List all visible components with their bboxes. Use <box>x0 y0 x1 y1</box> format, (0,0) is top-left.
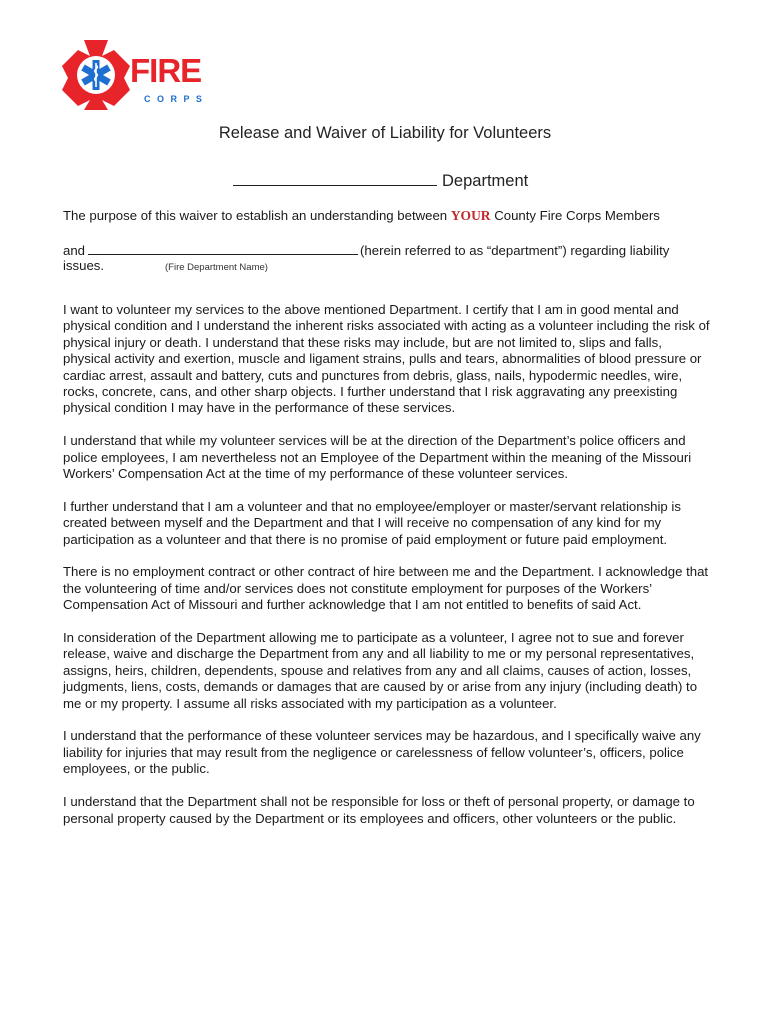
fire-department-name-field[interactable] <box>88 241 358 255</box>
logo-word: FIRE <box>130 52 202 89</box>
department-name-line <box>233 167 528 191</box>
waiver-body <box>63 302 711 843</box>
herein-text: (herein referred to as “department”) regarding liability <box>360 243 670 258</box>
purpose-statement <box>63 208 660 224</box>
purpose-text-after: County Fire Corps Members <box>490 208 660 223</box>
paragraph-3: I further understand that I am a volunteer and that no employee/employer or master/servant relationship is created between myself and the Department and that I will receive no compensation of any kind for my participation as a volunteer and that there is no promise of paid employment or future paid employment. <box>63 498 681 547</box>
paragraph-5: In consideration of the Department allowing me to participate as a volunteer, I agree not to sue and forever release, waive and discharge the Department from any and all liability to me or my personal representatives, assigns, heirs, children, dependents, spouse and relatives from any and all claims, causes of action, losses, judgments, liens, costs, demands or damages that are caused by or arise from any injury (including death) to me or my property. I assume all risks associated with my participation as a volunteer. <box>63 630 698 711</box>
paragraph-7: I understand that the Department shall not be responsible for loss or theft of personal property, or damage to personal property caused by the Department or its employees and officers, other volunteers or the public. <box>63 794 695 826</box>
logo-sub: C O R P S <box>144 94 204 104</box>
page-title: Release and Waiver of Liability for Volunteers <box>218 124 552 142</box>
purpose-text-before: The purpose of this waiver to establish an understanding between <box>63 208 451 223</box>
paragraph-6: I understand that the performance of these volunteer services may be hazardous, and I specifically waive any liability for injuries that may result from the negligence or carelessness of fellow volunteer’s, officers, police employees, or the public. <box>63 728 701 777</box>
paragraph-1: I want to volunteer my services to the above mentioned Department. I certify that I am in good mental and physical condition and I understand the inherent risks associated with acting as a volunteer including the risk of physical injury or death. I understand that these risks may include, but are not limited to, slips and falls, physical activity and exertion, muscle and ligament strains, pulls and tears, abnormalities of blood pressure or cardiac arrest, assault and battery, cuts and punctures from debris, glass, nails, hypodermic needles, wire, rocks, concrete, cans, and other sharp objects. I further understand that I risk aggravating any preexisting physical condition I may have in the performance of these services. <box>63 302 710 416</box>
and-label: and <box>63 243 86 258</box>
fire-corps-logo <box>62 40 222 110</box>
fire-corps-logo-graphic <box>62 40 222 110</box>
department-label: Department <box>442 172 529 190</box>
paragraph-2: I understand that while my volunteer services will be at the direction of the Department’s police officers and police employees, I am nevertheless not an Employee of the Department within the meaning of the Missouri Workers’ Compensation Act at the time of my performance of these volunteer services. <box>63 433 692 482</box>
your-placeholder: YOUR <box>450 208 491 223</box>
paragraph-4: There is no employment contract or other contract of hire between me and the Department. I acknowledge that the volunteering of time and/or services does not constitute employment for purposes of the Workers’ Compensation Act of Missouri and further acknowledge that I am not entitled to benefits of said Act. <box>63 564 709 613</box>
fire-department-name-caption: (Fire Department Name) <box>165 262 268 273</box>
and-line <box>63 241 669 258</box>
issues-text: issues. <box>63 258 105 273</box>
department-blank-field[interactable] <box>233 167 437 186</box>
